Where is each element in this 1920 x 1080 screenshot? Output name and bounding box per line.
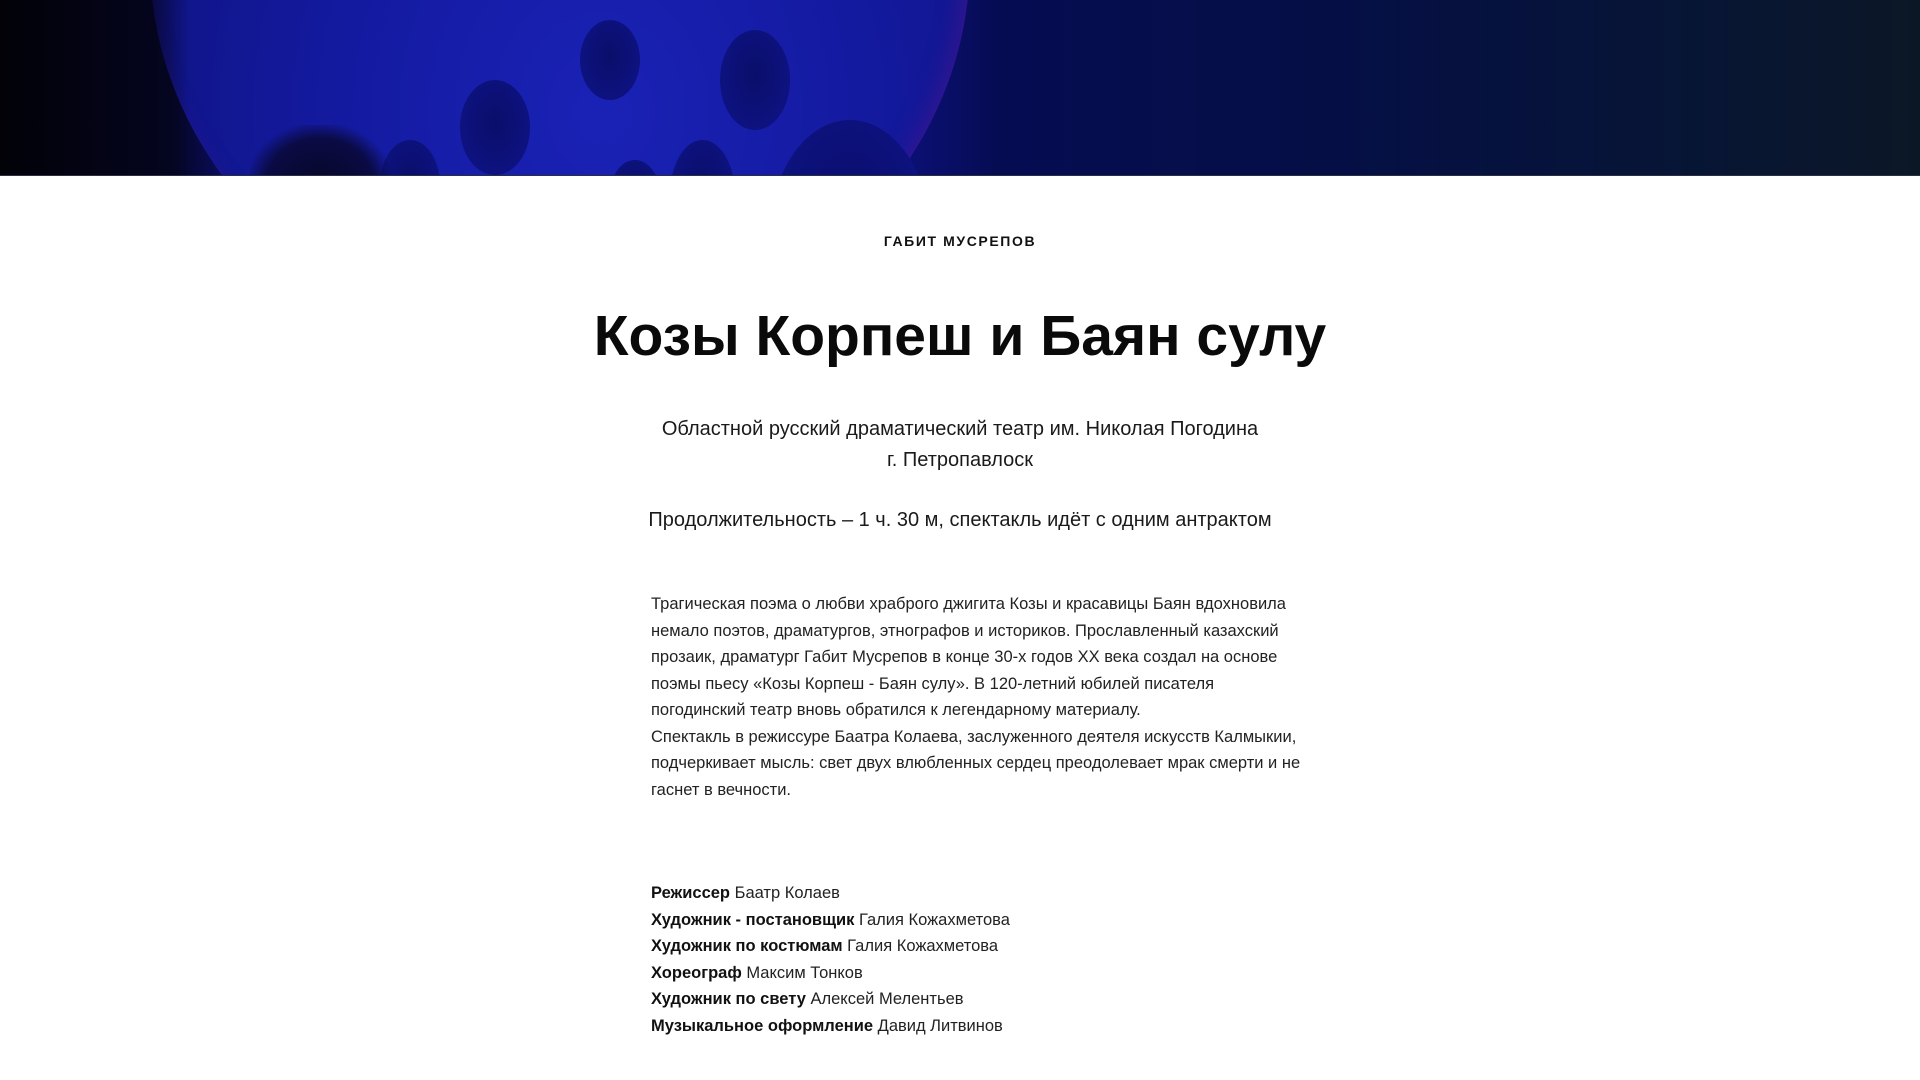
credit-role: Художник - постановщик (651, 910, 855, 929)
credit-person: Галия Кожахметова (858, 910, 1010, 929)
hero-shadow (0, 0, 190, 175)
credit-role: Художник по костюмам (651, 937, 843, 955)
description-paragraph: Трагическая поэма о любви храброго джигита Козы и красавицы Баян вдохновила немало поэтов, драматургов, этнографов и историков. Прославленный казахский прозаик, драматург Габит Мусрепов в конце 30-х годов XX века создал на основе поэмы пьесу «Козы Корпеш - Баян сулу». В 120-летний юбилей писателя погодинский театр вновь обратился к легендарному материалу. (651, 595, 1286, 719)
description (651, 591, 1311, 803)
hero-banner (0, 0, 1920, 176)
credit-person: Баатр Колаев (734, 884, 840, 902)
duration-info: Продолжительность – 1 ч. 30 м, спектакль идёт с одним антрактом (648, 509, 1272, 531)
theater-info (0, 414, 1920, 476)
credit-person: Давид Литвинов (877, 1016, 1003, 1035)
credit-row (651, 933, 1311, 960)
credit-person: Галия Кожахметова (847, 937, 999, 955)
credit-role: Музыкальное оформление (651, 1016, 874, 1035)
credit-row (651, 986, 1311, 1013)
credit-role: Режиссер (651, 884, 731, 902)
crater (610, 160, 660, 176)
credit-row (651, 880, 1311, 907)
theater-name: Областной русский драматический театр им. Николая Погодина (661, 418, 1259, 440)
author-label: ГАБИТ МУСРЕПОВ (883, 233, 1037, 249)
crater (460, 80, 530, 175)
crater (580, 20, 640, 100)
credit-person: Алексей Мелентьев (810, 990, 964, 1008)
theater-city: г. Петропавлоск (886, 449, 1034, 471)
performance-title: Козы Корпеш и Баян сулу (593, 304, 1327, 368)
credits-list (651, 880, 1311, 1039)
crater (670, 140, 735, 176)
credit-role: Хореограф (651, 963, 742, 982)
crater (720, 30, 790, 130)
description-paragraph: Спектакль в режиссуре Баатра Колаева, заслуженного деятеля искусств Калмыкии, подчеркивает мысль: свет двух влюбленных сердец преодолевает мрак смерти и не гаснет в вечности. (651, 727, 1301, 799)
credit-role: Художник по свету (651, 990, 806, 1008)
credit-row (651, 907, 1311, 934)
credit-person: Максим Тонков (746, 963, 863, 982)
crater (770, 120, 930, 176)
hero-silhouette (250, 125, 390, 176)
credit-row (651, 960, 1311, 987)
credit-row (651, 1013, 1311, 1040)
